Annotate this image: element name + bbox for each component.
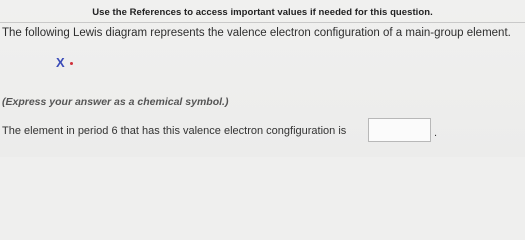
lewis-diagram xyxy=(56,55,73,71)
question-prompt: The following Lewis diagram represents the valence electron configuration of a main-group element. xyxy=(2,27,511,39)
divider xyxy=(0,22,525,23)
answer-format-hint: (Express your answer as a chemical symbol.) xyxy=(2,96,229,108)
lewis-element-symbol: X xyxy=(56,55,65,70)
sentence-period: . xyxy=(434,127,438,139)
references-notice: Use the References to access important values if needed for this question. xyxy=(92,7,433,18)
valence-electron-dot xyxy=(70,62,73,65)
answer-label: The element in period 6 that has this valence electron congfiguration is xyxy=(2,125,347,137)
answer-input[interactable] xyxy=(368,118,431,142)
